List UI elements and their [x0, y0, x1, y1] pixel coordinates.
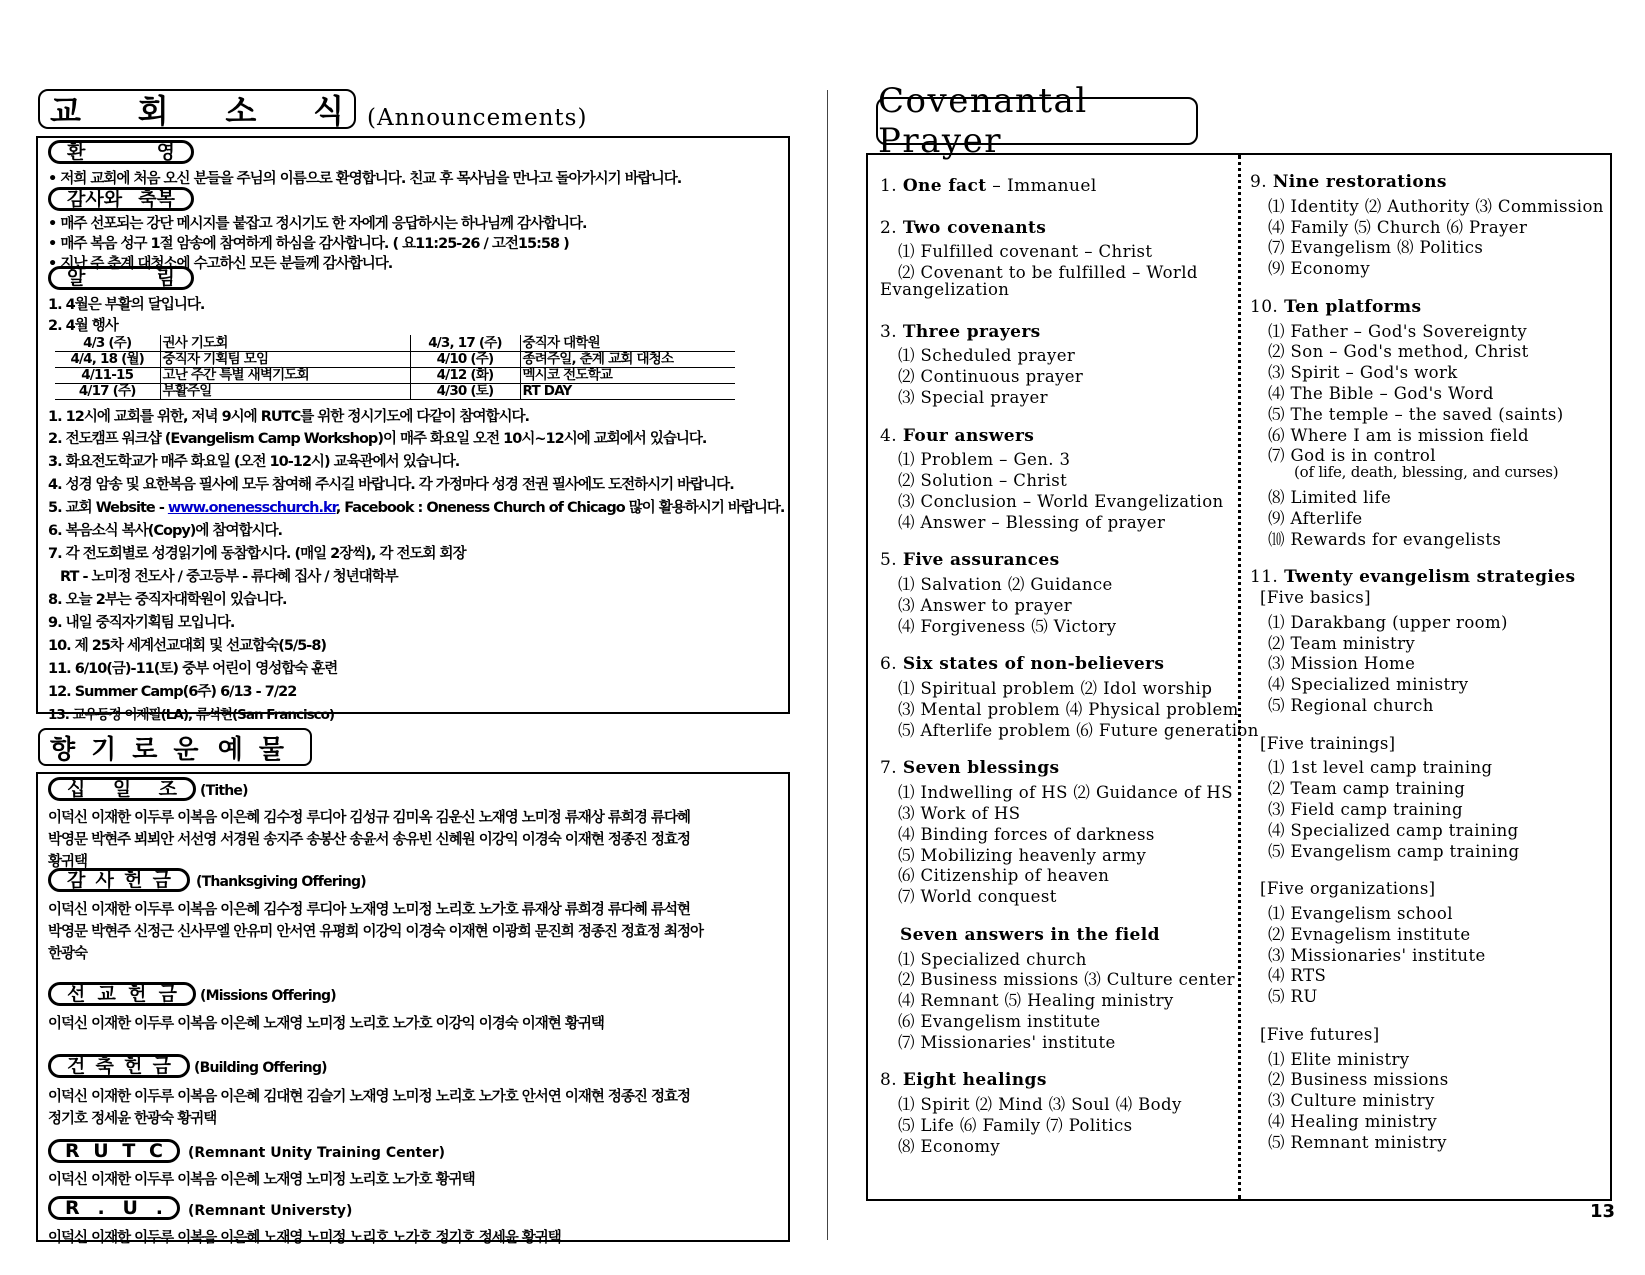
offerings-title — [38, 728, 312, 766]
pill-text: 림 — [156, 267, 175, 289]
website-link[interactable]: www.onenesschurch.kr — [167, 500, 336, 516]
pill-text: . — [155, 1197, 163, 1219]
section-title: One fact — [902, 176, 987, 196]
group-label: [Five organizations] — [1260, 879, 1436, 899]
event-date: 4/17 (주) — [55, 383, 160, 399]
title-char: 운 — [173, 734, 215, 765]
list-item: ⑷ Binding forces of darkness — [898, 824, 1155, 844]
event-date: 4/12 (화) — [410, 367, 520, 383]
event-date: 4/3, 17 (주) — [410, 335, 520, 351]
event-date: 4/4, 18 (월) — [55, 351, 160, 367]
event-name: 중직자 대학원 — [520, 335, 735, 351]
title-char: 로 — [132, 734, 174, 765]
event-name: 종려주일, 춘계 교회 대청소 — [520, 351, 735, 367]
thanks-line: • 지난 주 춘계 대청소에 수고하신 모든 분들께 감사합니다. — [48, 256, 393, 272]
section-number: 4. — [880, 425, 898, 446]
list-item: ⑺ God is in control — [1268, 446, 1436, 466]
notice-item — [48, 496, 784, 517]
pill-text: 환 — [67, 141, 86, 163]
list-item: ⑷ Remnant ⑸ Healing ministry — [898, 991, 1174, 1011]
pill-text: . — [97, 1197, 105, 1219]
event-name: 고난 주간 특별 새벽기도회 — [160, 367, 410, 383]
list-item: (of life, death, blessing, and curses) — [1294, 463, 1559, 482]
table-row — [55, 367, 735, 383]
list-item: ⑵ Solution – Christ — [898, 471, 1068, 491]
pill-text: 영 — [156, 141, 175, 163]
pill-text: R — [65, 1197, 80, 1219]
list-item: ⑷ Specialized ministry — [1268, 675, 1469, 695]
column-separator — [1238, 155, 1241, 1199]
list-item: ⑹ Evangelism institute — [898, 1012, 1101, 1031]
pill-text: 축 — [95, 1055, 114, 1077]
pill-text: 알 — [67, 267, 86, 289]
list-item: ⑷ RTS — [1268, 966, 1327, 986]
pill-text: 조 — [158, 778, 177, 800]
list-item: ⑺ Evangelism ⑻ Politics — [1268, 238, 1484, 258]
list-item: ⑵ Son – God's method, Christ — [1268, 342, 1529, 362]
table-row — [55, 351, 735, 367]
list-item: ⑹ Citizenship of heaven — [898, 866, 1110, 886]
donor-line: 정기호 정세윤 한광숙 황귀택 — [48, 1111, 217, 1127]
group-label: [Five trainings] — [1260, 733, 1396, 753]
list-item: ⑸ Mobilizing heavenly army — [898, 845, 1147, 865]
list-item: ⑴ Salvation ⑵ Guidance — [898, 575, 1113, 595]
list-item: ⑶ Mission Home — [1268, 654, 1416, 674]
notice-line: 1. 4월은 부활의 달입니다. — [48, 297, 205, 313]
list-item: ⑻ Economy — [898, 1136, 1001, 1156]
section-title: Three prayers — [902, 321, 1041, 342]
thanks-line: • 매주 선포되는 강단 메시지를 붙잡고 정시기도 한 자에게 응답하시는 하나님께 감사합니다. — [48, 216, 587, 232]
pill-text: 금 — [158, 983, 177, 1005]
donor-line: 황귀택 — [48, 854, 88, 870]
donor-line: 이덕신 이재한 이두루 이복음 이은혜 김수정 루디아 김성규 김미옥 김운신 노재영 노미정 류재상 류희경 류다혜 — [48, 810, 690, 826]
notice-item: 7. 각 전도회별로 성경읽기에 동참합시다. (매일 2장씩), 각 전도회 회장 — [48, 546, 466, 562]
event-date: 4/10 (주) — [410, 351, 520, 367]
building-note: (Building Offering) — [194, 1060, 327, 1076]
title-char: 교 — [50, 92, 81, 130]
donor-line: 이덕신 이재한 이두루 이복음 이은혜 노재영 노미정 노리호 노가호 정기호 정세윤 황귀택 — [48, 1230, 561, 1246]
list-item: ⑸ RU — [1268, 987, 1318, 1007]
event-name: 중직자 기획팀 모임 — [160, 351, 410, 367]
donor-line: 한광숙 — [48, 946, 88, 962]
thanks-pill — [48, 187, 194, 211]
thanksgiving-note: (Thanksgiving Offering) — [196, 874, 366, 890]
list-item: ⑶ Special prayer — [898, 388, 1048, 407]
announcements-subtitle: (Announcements) — [367, 105, 588, 131]
list-item: ⑵ Business missions — [1268, 1070, 1449, 1090]
list-item: ⑷ Answer – Blessing of prayer — [898, 512, 1166, 532]
pill-text: 십 — [67, 778, 86, 800]
list-item: ⑶ Conclusion – World Evangelization — [898, 492, 1224, 511]
list-item: ⑶ Mental problem ⑷ Physical problem — [898, 700, 1239, 719]
donor-line: 이덕신 이재한 이두루 이복음 이은혜 김수정 루디아 노재영 노미정 노리호 노가호 류재상 류희경 류다혜 류석현 — [48, 902, 690, 918]
thanksgiving-pill — [48, 868, 190, 892]
welcome-pill — [48, 140, 194, 164]
list-item: ⑺ World conquest — [898, 887, 1057, 907]
pill-text: 헌 — [124, 869, 143, 891]
list-item: ⑼ Afterlife — [1268, 508, 1363, 528]
building-pill — [48, 1054, 190, 1078]
section-heading — [880, 654, 1164, 674]
ru-note: (Remnant Universty) — [188, 1203, 353, 1219]
pill-text: 금 — [152, 869, 171, 891]
rutc-note: (Remnant Unity Training Center) — [188, 1145, 446, 1161]
list-item: ⑶ Work of HS — [898, 804, 1021, 823]
pill-text: U — [93, 1140, 109, 1162]
notice-item: 9. 내일 중직자기획팀 모입니다. — [48, 615, 235, 631]
section-title: Two covenants — [902, 217, 1047, 238]
list-item: ⑴ Specialized church — [898, 949, 1087, 969]
donor-line: 박영문 박현주 신정근 신사무엘 안유미 안서연 유평희 이강익 이경숙 이재현 이광희 문진희 정종진 정효정 최정아 — [48, 924, 703, 940]
notice-item: RT - 노미정 전도사 / 중고등부 - 류다혜 집사 / 청년대학부 — [60, 569, 398, 585]
section-number: 5. — [880, 550, 898, 571]
list-item: ⑴ Spirit ⑵ Mind ⑶ Soul ⑷ Body — [898, 1095, 1182, 1115]
tithe-note: (Tithe) — [200, 783, 248, 799]
list-item: ⑷ Family ⑸ Church ⑹ Prayer — [1268, 217, 1528, 237]
title-char: 식 — [313, 92, 344, 130]
section-number: 2. — [880, 217, 898, 238]
list-item: ⑸ Life ⑹ Family ⑺ Politics — [898, 1116, 1133, 1135]
section-number: 11. — [1250, 567, 1279, 588]
announcements-title — [38, 89, 356, 129]
pill-text: C — [149, 1140, 163, 1162]
section-title: Five assurances — [902, 550, 1060, 571]
notice-pill — [48, 266, 194, 290]
event-date: 4/30 (토) — [410, 383, 520, 399]
title-char: 기 — [91, 734, 133, 765]
section-heading — [880, 1070, 1047, 1090]
event-name: 부활주일 — [160, 383, 410, 399]
event-date: 4/11-15 — [55, 367, 160, 383]
list-item: ⑷ The Bible – God's Word — [1268, 384, 1494, 403]
section-title: Six states of non-believers — [902, 654, 1165, 675]
section-title: Twenty evangelism strategies — [1284, 567, 1576, 588]
event-name: 멕시코 전도학교 — [520, 367, 735, 383]
notice-item: 10. 제 25차 세계선교대회 및 선교합숙(5/5-8) — [48, 638, 327, 654]
thanks-line: • 매주 복음 성구 1절 암송에 참여하게 하심을 감사합니다. ( 요11:25-26 / 고전15:58 ) — [48, 236, 569, 252]
pill-text: R — [65, 1140, 80, 1162]
notice-item: 3. 화요전도학교가 매주 화요일 (오전 10-12시) 교육관에서 있습니다. — [48, 454, 460, 470]
list-item: ⑽ Rewards for evangelists — [1268, 529, 1502, 549]
list-item: ⑵ Continuous prayer — [898, 367, 1084, 387]
section-number: 3. — [880, 321, 898, 342]
section-title: Four answers — [902, 425, 1035, 446]
pill-text: 헌 — [128, 983, 147, 1005]
notice-item: 4. 성경 암송 및 요한복음 필사에 모두 참여해 주시길 바랍니다. 각 가정마다 성경 전권 필사에도 도전하시기 바랍니다. — [48, 477, 734, 493]
event-name: RT DAY — [520, 383, 735, 399]
page-number: 13 — [1590, 1201, 1616, 1222]
pill-text: 감 — [67, 869, 86, 891]
section-heading — [880, 322, 1041, 342]
list-item: ⑸ The temple – the saved (saints) — [1268, 404, 1564, 424]
section-title: Nine restorations — [1272, 172, 1447, 192]
table-row — [55, 383, 735, 399]
list-item: ⑵ Business missions ⑶ Culture center — [898, 970, 1235, 990]
list-item: ⑸ Regional church — [1268, 696, 1434, 715]
list-item: ⑵ Covenant to be fulfilled – World — [898, 263, 1198, 283]
list-item: ⑶ Culture ministry — [1268, 1091, 1435, 1111]
list-item: ⑴ Father – God's Sovereignty — [1268, 321, 1528, 341]
notice-item: 2. 전도캠프 워크샵 (Evangelism Camp Workshop)이 매주 화요일 오전 10시~12시에 교회에서 있습니다. — [48, 431, 707, 447]
donor-line: 이덕신 이재한 이두루 이복음 이은혜 노재영 노미정 노리호 노가호 이강익 이경숙 이재현 황귀택 — [48, 1016, 604, 1032]
list-item: ⑴ Evangelism school — [1268, 904, 1453, 923]
pill-text: T — [122, 1140, 136, 1162]
list-item: ⑸ Afterlife problem ⑹ Future generation — [898, 720, 1259, 740]
group-label: [Five futures] — [1260, 1024, 1380, 1044]
notice-item: 13. 교우동정 이재필(LA), 류석현(San Francisco) — [48, 707, 335, 723]
list-item: ⑸ Evangelism camp training — [1268, 841, 1520, 861]
covenantal-prayer-title: Covenantal Prayer — [876, 97, 1198, 145]
donor-line: 이덕신 이재한 이두루 이복음 이은혜 김대현 김슬기 노재영 노미정 노리호 노가호 안서연 이재현 정종진 정효정 — [48, 1089, 690, 1105]
tithe-pill — [48, 777, 196, 801]
notice-line: 2. 4월 행사 — [48, 318, 118, 334]
list-item: ⑷ Healing ministry — [1268, 1112, 1438, 1131]
title-char: 예 — [217, 734, 259, 765]
list-item: ⑴ Scheduled prayer — [898, 346, 1076, 366]
list-item: ⑴ Darakbang (upper room) — [1268, 612, 1508, 632]
pill-text: 선 — [67, 983, 86, 1005]
section-heading — [1250, 297, 1421, 317]
pill-text: U — [122, 1197, 138, 1219]
notice-item-text: , Facebook : Oneness Church of Chicago 많이 활용하시기 바랍니다. — [335, 500, 785, 516]
table-row — [55, 335, 735, 351]
ru-pill — [48, 1196, 180, 1220]
pill-text: 헌 — [124, 1055, 143, 1077]
list-item: ⑷ Forgiveness ⑸ Victory — [898, 616, 1117, 636]
list-item: ⑴ Fulfilled covenant – Christ — [898, 242, 1153, 262]
section-heading — [880, 550, 1060, 570]
title-char: 물 — [258, 734, 300, 765]
list-item: ⑼ Economy — [1268, 259, 1371, 279]
notice-item: 6. 복음소식 복사(Copy)에 참여합시다. — [48, 523, 283, 539]
title-char: 회 — [137, 92, 169, 130]
section-tail: – Immanuel — [986, 176, 1097, 196]
section-heading — [880, 758, 1060, 778]
list-item: ⑷ Specialized camp training — [1268, 820, 1519, 840]
list-item: ⑵ Team ministry — [1268, 633, 1416, 653]
section-number: 7. — [880, 758, 898, 779]
notice-item: 8. 오늘 2부는 중직자대학원이 있습니다. — [48, 592, 287, 608]
list-item: Evangelization — [880, 280, 1010, 299]
notice-item: 1. 12시에 교회를 위한, 저녁 9시에 RUTC를 위한 정시기도에 다같이 참여합시다. — [48, 409, 530, 425]
page-divider — [827, 90, 828, 1240]
event-name: 권사 기도회 — [160, 335, 410, 351]
pill-text: 건 — [67, 1055, 86, 1077]
welcome-line: • 저희 교회에 처음 오신 분들을 주님의 이름으로 환영합니다. 친교 후 목사님을 만나고 돌아가시기 바랍니다. — [48, 171, 682, 187]
subsection-heading — [900, 925, 1160, 945]
list-item: ⑵ Team camp training — [1268, 779, 1466, 799]
missions-note: (Missions Offering) — [200, 988, 336, 1004]
list-item: ⑴ Indwelling of HS ⑵ Guidance of HS — [898, 783, 1233, 803]
list-item: ⑶ Spirit – God's work — [1268, 363, 1458, 383]
list-item: ⑻ Limited life — [1268, 488, 1392, 507]
list-item: ⑴ Problem – Gen. 3 — [898, 450, 1071, 470]
notice-item: 12. Summer Camp(6주) 6/13 - 7/22 — [48, 684, 297, 700]
section-number: 8. — [880, 1070, 898, 1091]
list-item: ⑶ Answer to prayer — [898, 596, 1073, 615]
missions-pill — [48, 982, 196, 1006]
pill-text: 감사와 — [67, 188, 123, 210]
pill-text: 축복 — [138, 188, 175, 210]
group-label: [Five basics] — [1260, 588, 1371, 607]
list-item: ⑴ 1st level camp training — [1268, 758, 1493, 778]
event-date: 4/3 (주) — [55, 335, 160, 351]
list-item: ⑶ Field camp training — [1268, 800, 1463, 819]
list-item: ⑴ Elite ministry — [1268, 1049, 1410, 1069]
section-number: 6. — [880, 654, 898, 675]
section-number: 9. — [1250, 172, 1268, 192]
list-item: ⑵ Evnagelism institute — [1268, 924, 1471, 944]
notice-item-text: 5. 교회 Website - — [48, 500, 168, 516]
list-item: ⑹ Where I am is mission field — [1268, 425, 1530, 445]
donor-line: 이덕신 이재한 이두루 이복음 이은혜 노재영 노미정 노리호 노가호 황귀택 — [48, 1172, 475, 1188]
section-heading — [1250, 567, 1575, 587]
donor-line: 박영문 박현주 뵈뵈안 서선영 서경원 송지주 송봉산 송윤서 송유빈 신혜원 이강익 이경숙 이재현 정종진 정효정 — [48, 832, 690, 848]
list-item: ⑶ Missionaries' institute — [1268, 945, 1486, 965]
section-title: Eight healings — [902, 1070, 1047, 1091]
title-char: 향 — [50, 734, 92, 765]
events-table — [55, 335, 735, 400]
section-heading — [880, 426, 1034, 446]
list-item: ⑸ Remnant ministry — [1268, 1132, 1447, 1152]
section-heading — [1250, 172, 1447, 192]
pill-text: 일 — [112, 778, 132, 800]
notice-item: 11. 6/10(금)-11(토) 중부 어린이 영성합숙 훈련 — [48, 661, 338, 677]
title-char: 소 — [225, 92, 257, 130]
pill-text: 사 — [95, 869, 114, 891]
section-number: 10. — [1250, 296, 1279, 317]
pill-text: 금 — [152, 1055, 171, 1077]
section-title: Ten platforms — [1284, 296, 1422, 317]
list-item: ⑴ Spiritual problem ⑵ Idol worship — [898, 679, 1213, 699]
section-heading — [880, 176, 1097, 196]
list-item: ⑺ Missionaries' institute — [898, 1032, 1116, 1052]
section-heading — [880, 218, 1046, 238]
list-item: ⑴ Identity ⑵ Authority ⑶ Commission — [1268, 196, 1604, 216]
section-number: 1. — [880, 176, 898, 196]
pill-text: 교 — [97, 983, 116, 1005]
subsection-title: Seven answers in the field — [900, 924, 1160, 945]
rutc-pill — [48, 1139, 180, 1163]
section-title: Seven blessings — [902, 758, 1060, 779]
